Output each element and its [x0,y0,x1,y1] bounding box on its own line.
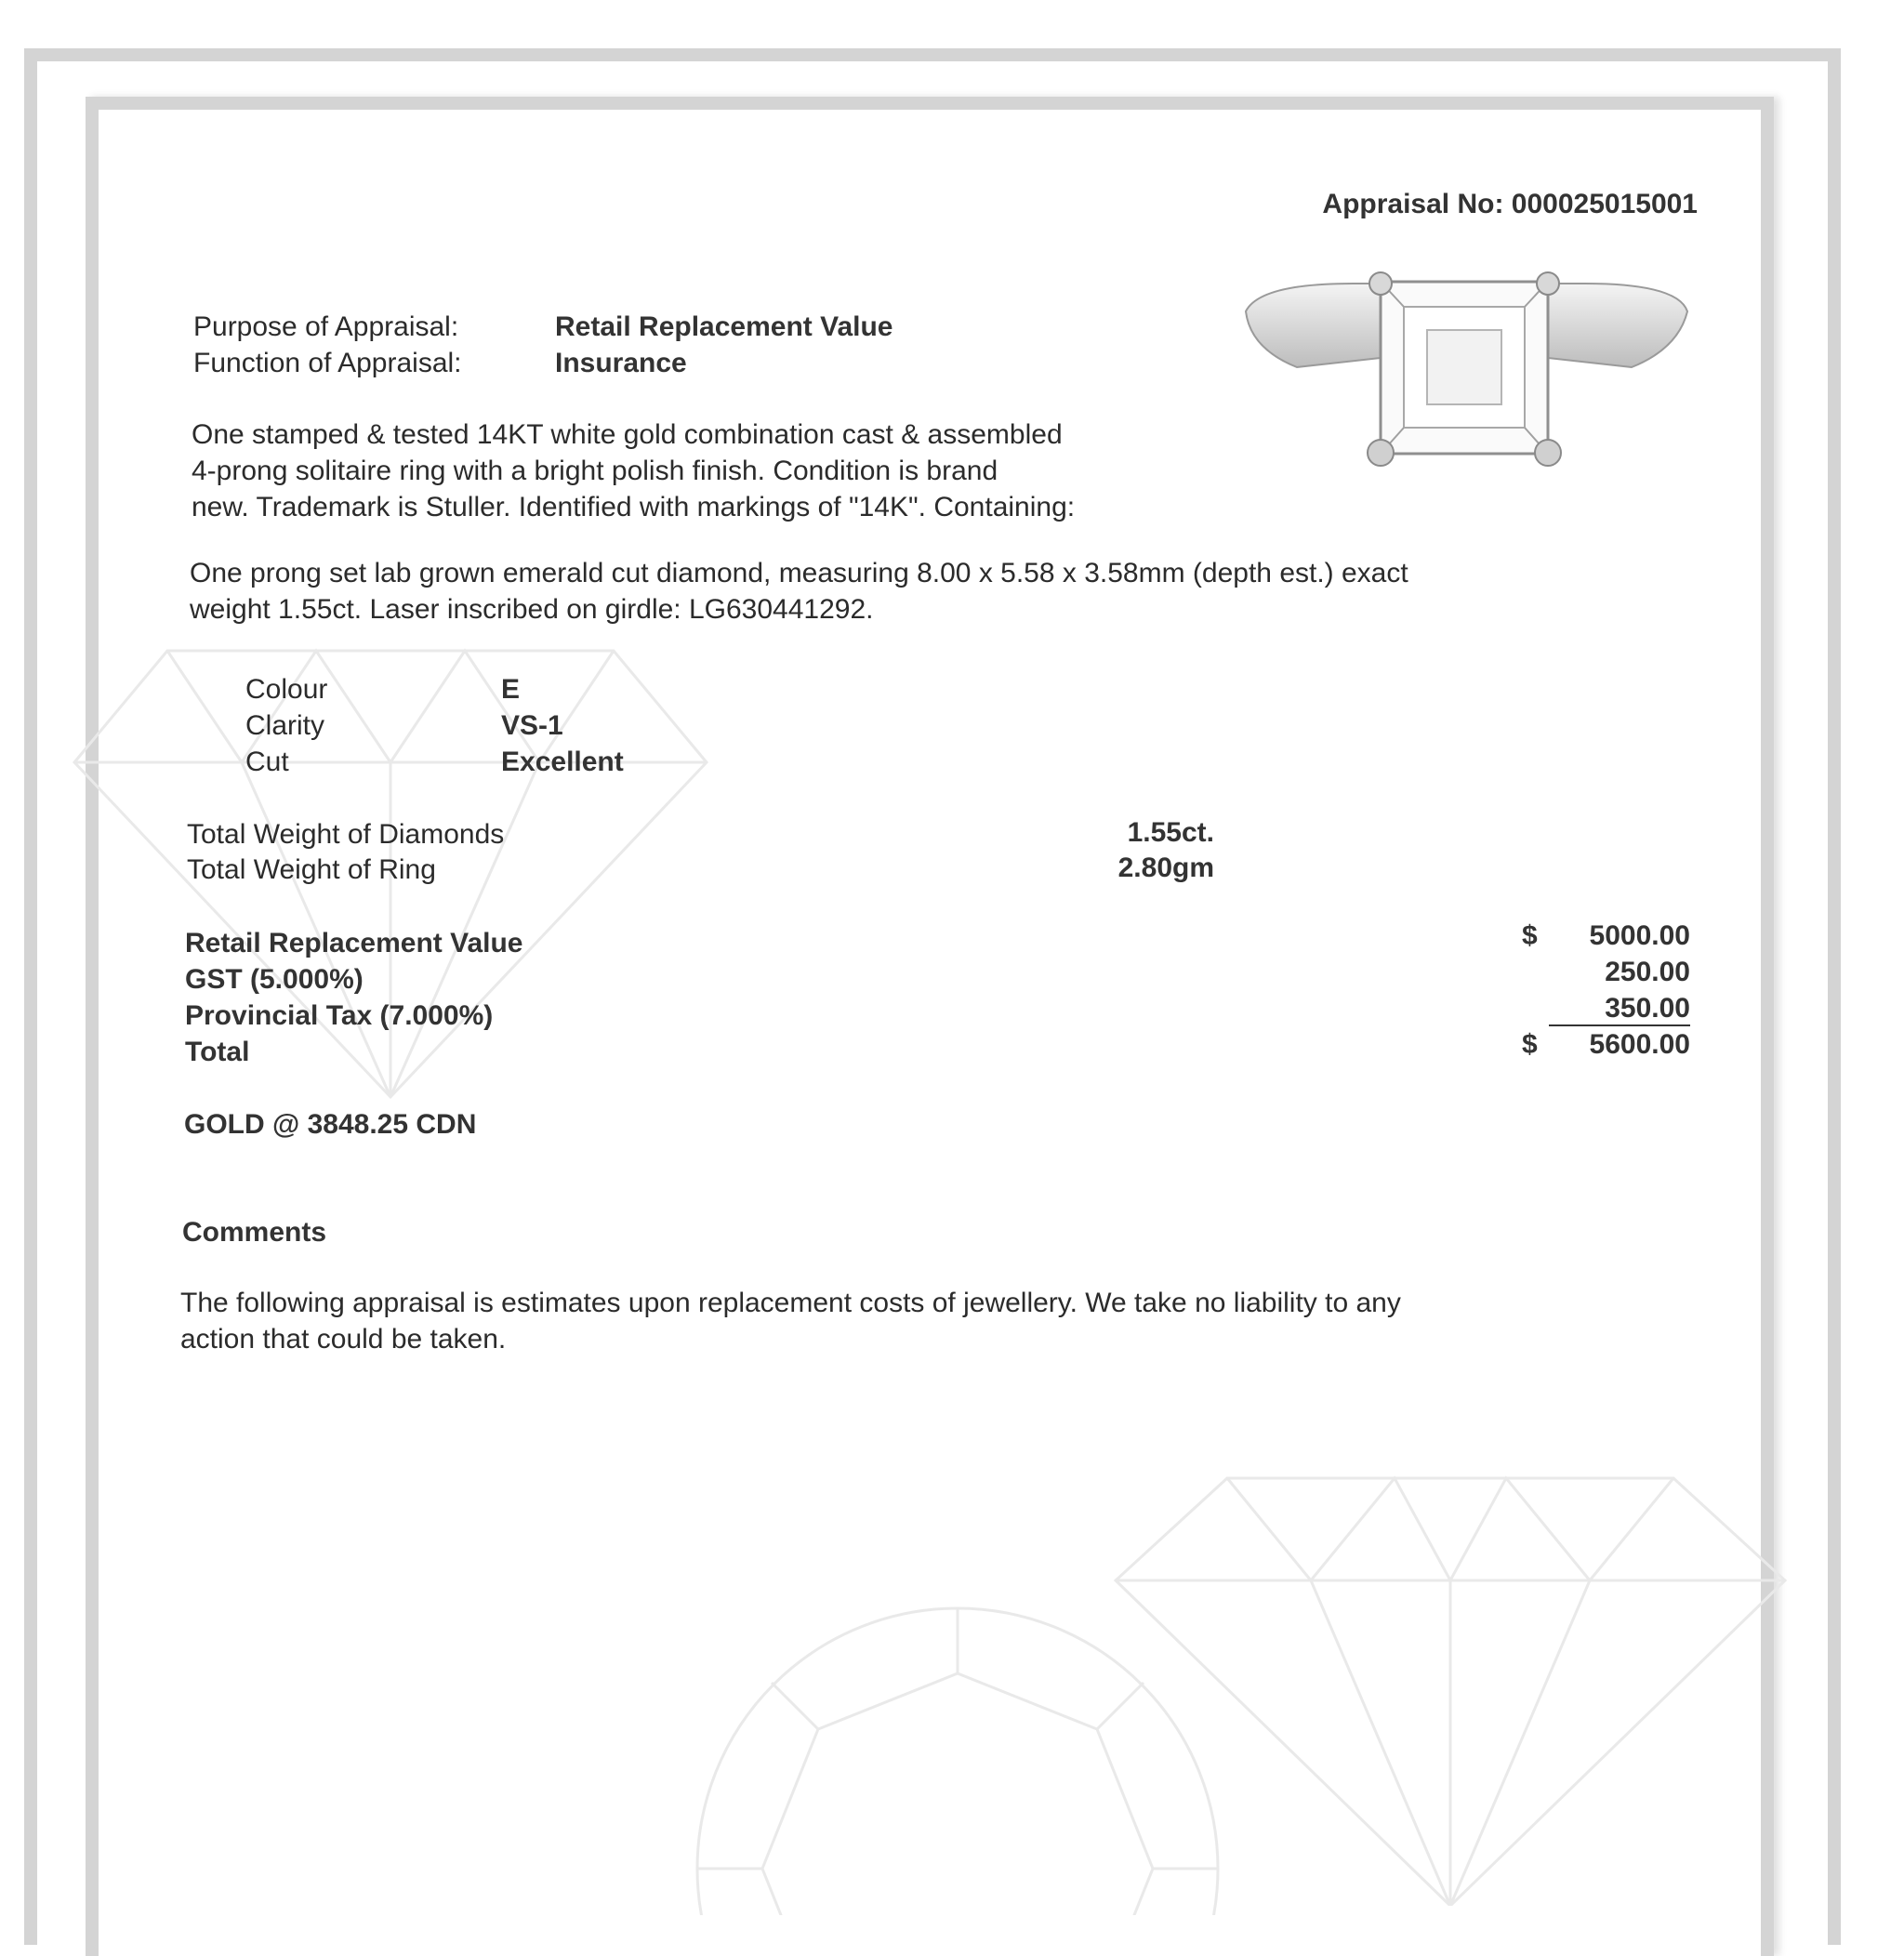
weight-diamonds-label: Total Weight of Diamonds [187,819,505,850]
grading-cut-value: Excellent [501,747,624,777]
ring-description-line: One stamped & tested 14KT white gold combination cast & assembled [192,419,1063,450]
valuation-retail-amount: 5000.00 [1589,920,1690,951]
ring-description [192,416,1075,525]
ring-description-line: 4-prong solitaire ring with a bright polish finish. Condition is brand [192,456,998,486]
ring-description-line: new. Trademark is Stuller. Identified with markings of "14K". Containing: [192,492,1076,522]
valuation-provincial-tax-amount: 350.00 [1605,993,1690,1024]
grading-colour-value: E [501,674,521,705]
valuation-provincial-tax-label: Provincial Tax (7.000%) [185,1000,494,1031]
weight-ring-value: 2.80gm [1117,852,1214,883]
diamond-description [190,555,1408,628]
function-label: Function of Appraisal: [193,348,462,378]
weight-ring-label: Total Weight of Ring [187,854,436,885]
grading-cut-label: Cut [245,747,289,777]
valuation-gst-amount: 250.00 [1605,957,1690,987]
currency-symbol: $ [1522,920,1538,951]
weight-diamonds-value: 1.55ct. [1127,817,1214,848]
valuation-total-amount: 5600.00 [1589,1029,1690,1060]
diamond-description-line: One prong set lab grown emerald cut diamond, measuring 8.00 x 5.58 x 3.58mm (depth est.) exact [190,558,1408,588]
comments-heading: Comments [182,1217,327,1248]
valuation-gst-label: GST (5.000%) [185,964,364,995]
ring-photo [1241,265,1692,479]
purpose-label: Purpose of Appraisal: [193,311,459,342]
diamond-description-line: weight 1.55ct. Laser inscribed on girdle: LG630441292. [190,594,874,625]
purpose-value: Retail Replacement Value [555,311,893,342]
currency-symbol-total: $ [1522,1029,1538,1060]
grading-colour-label: Colour [245,674,328,705]
comments-line: action that could be taken. [180,1324,507,1355]
comments-text [180,1285,1401,1357]
grading-clarity-value: VS-1 [501,710,563,741]
function-value: Insurance [555,348,687,378]
comments-line: The following appraisal is estimates upon replacement costs of jewellery. We take no liability to any [180,1288,1401,1318]
valuation-total-label: Total [185,1037,250,1067]
grading-clarity-label: Clarity [245,710,325,741]
appraisal-number-label: Appraisal No: [1322,189,1504,219]
appraisal-number [1322,186,1698,222]
valuation-retail-label: Retail Replacement Value [185,928,523,958]
appraisal-number-value: 000025015001 [1511,189,1698,219]
gold-price: GOLD @ 3848.25 CDN [184,1109,477,1140]
